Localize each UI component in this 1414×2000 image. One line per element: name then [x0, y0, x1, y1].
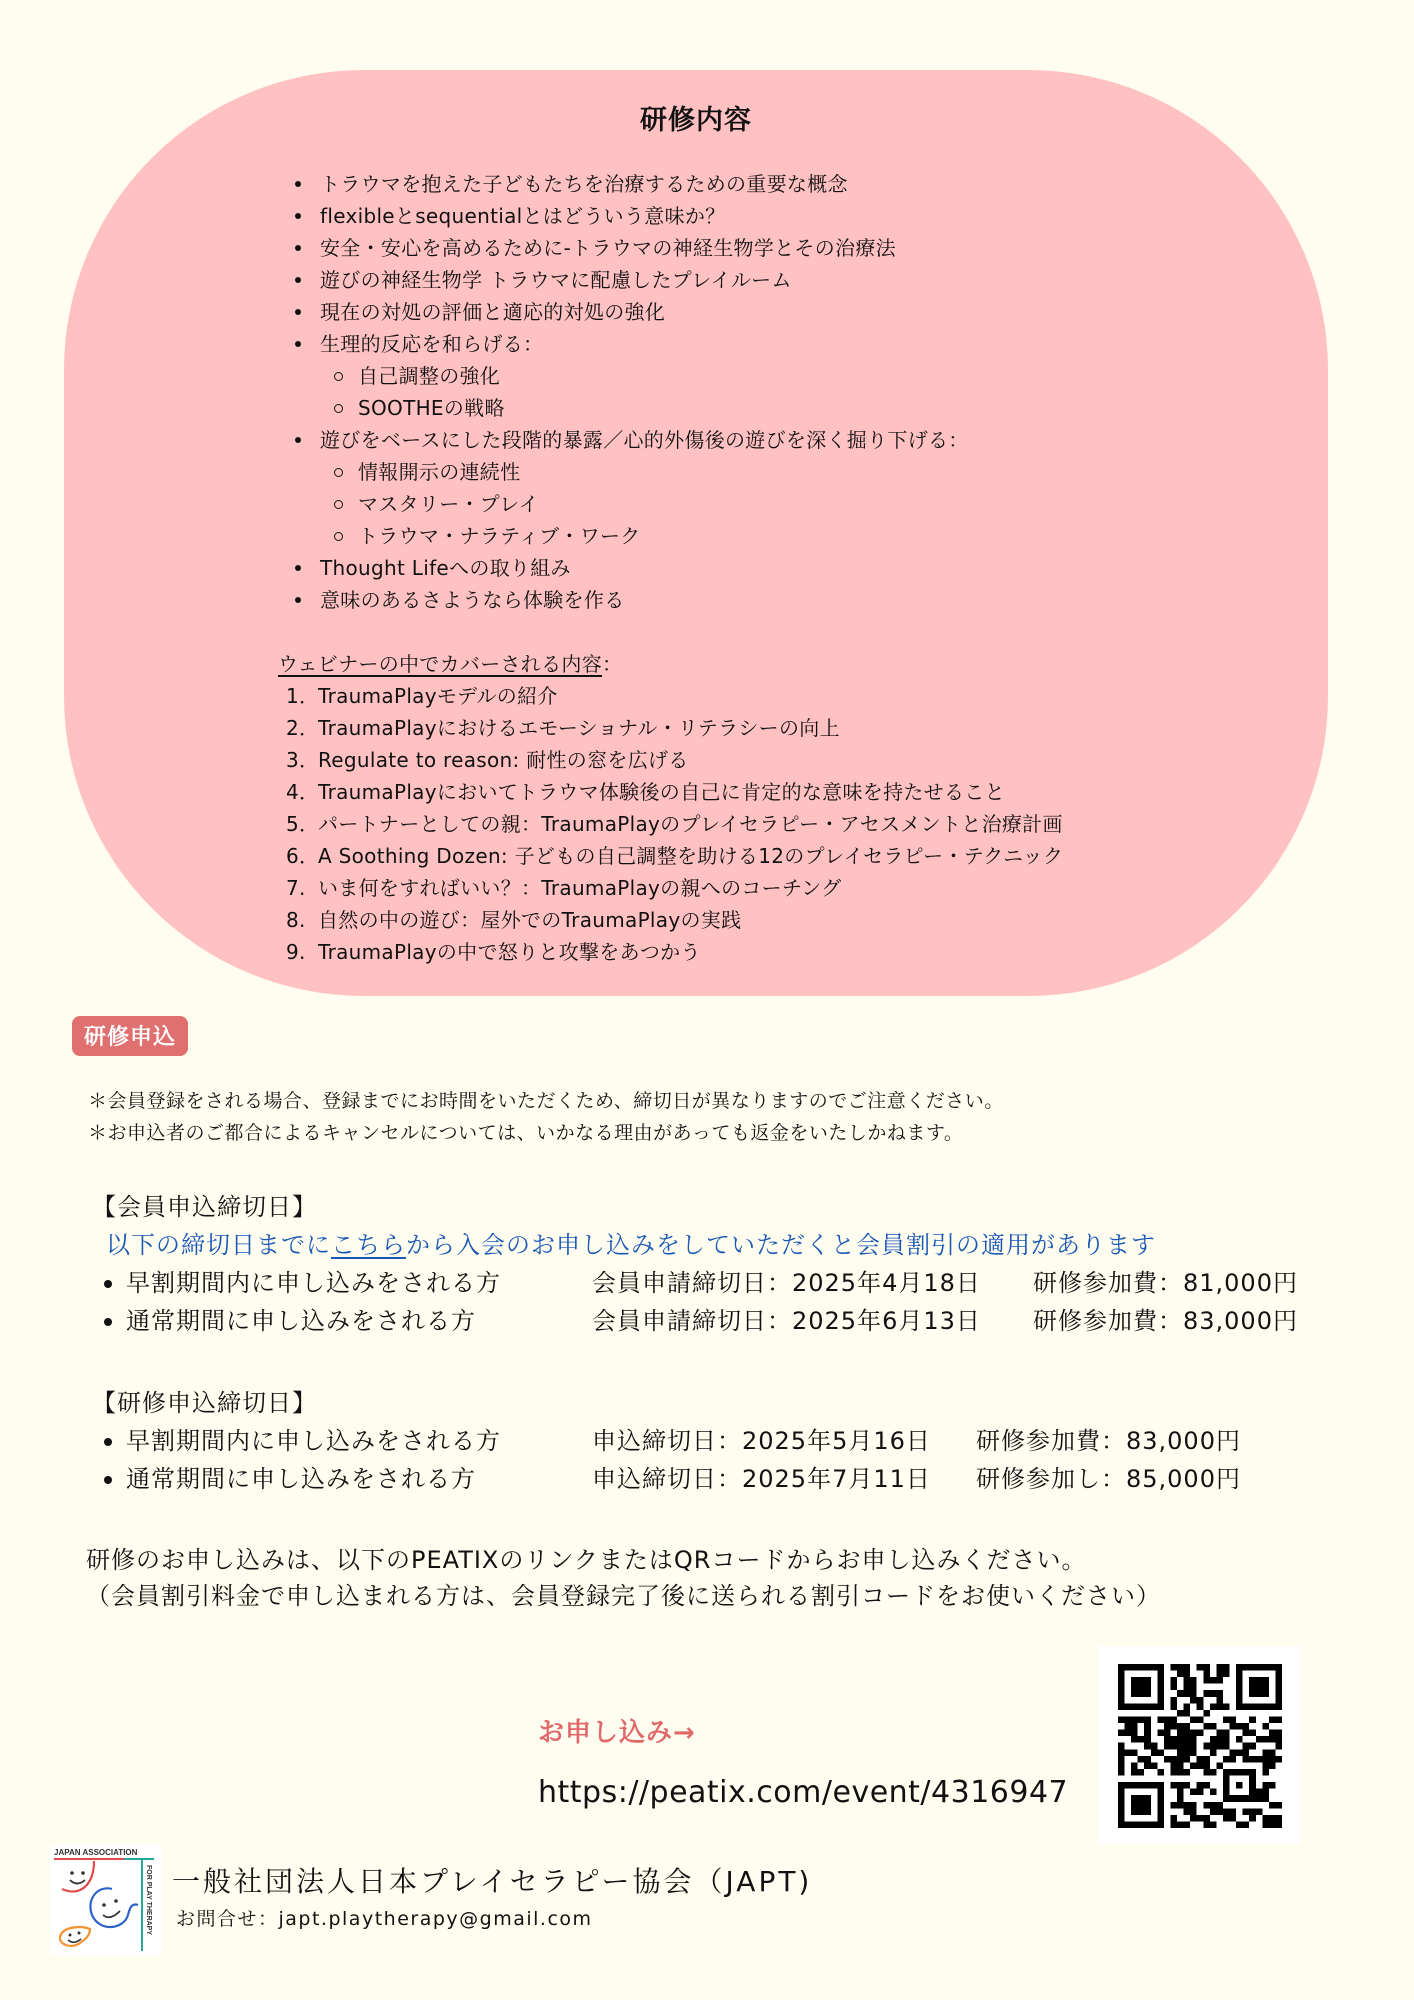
bullet-icon	[92, 1264, 126, 1302]
training-deadline-section	[92, 1384, 1241, 1498]
topic-item: 遊びの神経生物学 トラウマに配慮したプレイルーム	[290, 264, 969, 296]
svg-text:FOR PLAY THERAPY: FOR PLAY THERAPY	[145, 1865, 152, 1936]
peatix-link[interactable]: https://peatix.com/event/4316947	[538, 1775, 1069, 1810]
bullet-icon	[92, 1422, 126, 1460]
japt-logo	[50, 1845, 162, 1955]
topic-item: トラウマを抱えた子どもたちを治療するための重要な概念	[290, 168, 969, 200]
training-deadline-heading: 【研修申込締切日】	[92, 1389, 317, 1417]
application-notes	[88, 1085, 1004, 1149]
membership-link[interactable]: こちら	[331, 1231, 406, 1259]
apply-cta-label: お申し込み→	[538, 1718, 696, 1748]
member-deadline-heading: 【会員申込締切日】	[92, 1193, 317, 1221]
member-deadline-section	[92, 1188, 1298, 1340]
topic-item: 現在の対処の評価と適応的対処の強化	[290, 296, 969, 328]
subtopic-item: 情報開示の連続性	[290, 456, 969, 488]
schedule-row: 通常期間に申し込みをされる方 会員申請締切日：2025年6月13日 研修参加費：83,000円	[92, 1302, 1298, 1340]
application-instructions: 研修のお申し込みは、以下のPEATIXのリンクまたはQRコードからお申し込みください。 （会員割引料金で申し込まれる方は、会員登録完了後に送られる割引コードをお使いください）	[86, 1546, 1161, 1610]
schedule-row: 早割期間内に申し込みをされる方 申込締切日：2025年5月16日 研修参加費：83,000円	[92, 1422, 1241, 1460]
schedule-row: 早割期間内に申し込みをされる方 会員申請締切日：2025年4月18日 研修参加費：81,000円	[92, 1264, 1298, 1302]
application-badge: 研修申込	[72, 1016, 188, 1056]
contact-email: お問合せ：japt.playtherapy@gmail.com	[176, 1908, 593, 1930]
webinar-item: 9. TraumaPlayの中で怒りと攻撃をあつかう	[286, 940, 701, 964]
topic-item: 意味のあるさようなら体験を作る	[290, 584, 969, 616]
note-line: ＊会員登録をされる場合、登録までにお時間をいただくため、締切日が異なりますのでご注意ください。	[88, 1090, 1004, 1112]
subtopic-item: トラウマ・ナラティブ・ワーク	[290, 520, 969, 552]
topic-item: 遊びをベースにした段階的暴露／心的外傷後の遊びを深く掘り下げる：	[290, 424, 969, 456]
webinar-item: 3． Regulate to reason: 耐性の窓を広げる	[286, 748, 689, 772]
webinar-item: 6． A Soothing Dozen: 子どもの自己調整を助ける12のプレイセラピー・テクニック	[286, 844, 1064, 868]
topic-item: 安全・安心を高めるために-トラウマの神経生物学とその治療法	[290, 232, 969, 264]
webinar-item: 4． TraumaPlayにおいてトラウマ体験後の自己に肯定的な意味を持たせること	[286, 780, 1005, 804]
topic-list	[290, 168, 969, 616]
note-line: ＊お申込者のご都合によるキャンセルについては、いかなる理由があっても返金をいたしかねます。	[88, 1122, 964, 1144]
svg-text:JAPAN ASSOCIATION: JAPAN ASSOCIATION	[54, 1848, 138, 1857]
subtopic-item: SOOTHEの戦略	[290, 392, 969, 424]
subtopic-item: マスタリー・プレイ	[290, 488, 969, 520]
member-discount-info: 以下の締切日までにこちらから入会のお申し込みをしていただくと会員割引の適用があります	[106, 1231, 1156, 1259]
organization-name: 一般社団法人日本プレイセラピー協会（JAPT)	[172, 1865, 813, 1898]
schedule-row: 通常期間に申し込みをされる方 申込締切日：2025年7月11日 研修参加し：85,000円	[92, 1460, 1241, 1498]
training-content-panel	[64, 70, 1328, 996]
webinar-section	[278, 648, 1063, 968]
subtopic-item: 自己調整の強化	[290, 360, 969, 392]
play-therapy-faces-icon	[50, 1845, 162, 1955]
qr-code[interactable]	[1098, 1646, 1300, 1844]
topic-item: 生理的反応を和らげる：	[290, 328, 969, 360]
qr-code-icon	[1118, 1664, 1282, 1828]
webinar-item: 8. 自然の中の遊び：屋外でのTraumaPlayの実践	[286, 908, 742, 932]
topic-item: flexibleとsequentialとはどういう意味か？	[290, 200, 969, 232]
bullet-icon	[92, 1460, 126, 1498]
webinar-heading: ウェビナーの中でカバーされる内容：	[278, 652, 623, 676]
webinar-item: 7. いま何をすればいい？：TraumaPlayの親へのコーチング	[286, 876, 842, 900]
bullet-icon	[92, 1302, 126, 1340]
webinar-item: 2． TraumaPlayにおけるエモーショナル・リテラシーの向上	[286, 716, 840, 740]
webinar-list	[278, 680, 1063, 968]
webinar-item: 5． パートナーとしての親：TraumaPlayのプレイセラピー・アセスメントと治療計画	[286, 812, 1063, 836]
training-content-title: 研修内容	[640, 105, 752, 136]
topic-item: Thought Lifeへの取り組み	[290, 552, 969, 584]
webinar-item: 1． TraumaPlayモデルの紹介	[286, 684, 558, 708]
